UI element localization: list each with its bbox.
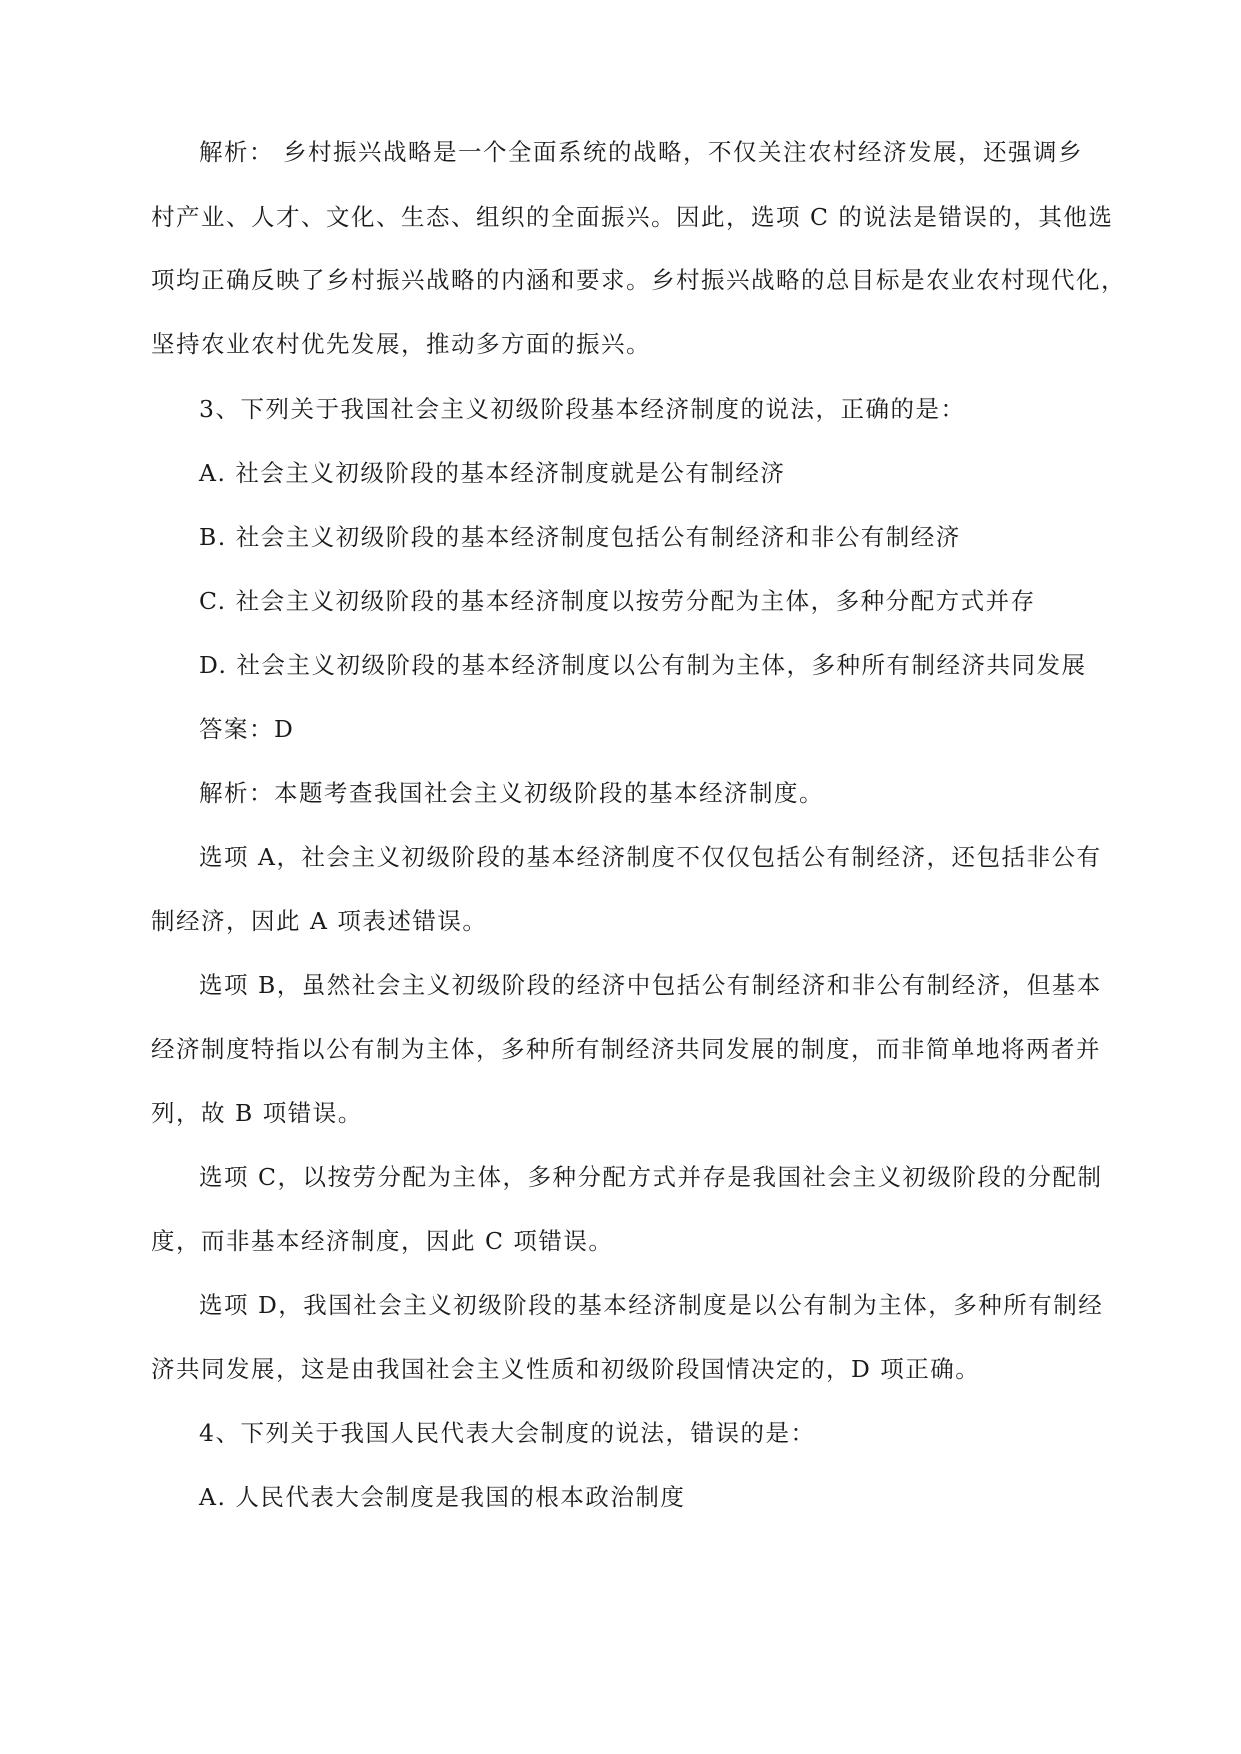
option-c-explanation-line: 选项 C，以按劳分配为主体，多种分配方式并存是我国社会主义初级阶段的分配制 (199, 1163, 1103, 1191)
analysis-paragraph-line: 解析： 乡村振兴战略是一个全面系统的战略，不仅关注农村经济发展，还强调乡 (199, 138, 1083, 166)
question-3-stem: 3、下列关于我国社会主义初级阶段基本经济制度的说法，正确的是： (199, 395, 966, 423)
option-c-explanation-line: 度，而非基本经济制度，因此 C 项错误。 (151, 1227, 614, 1255)
analysis-paragraph-line: 项均正确反映了乡村振兴战略的内涵和要求。乡村振兴战略的总目标是农业农村现代化， (151, 266, 1126, 294)
option-d-explanation-line: 选项 D，我国社会主义初级阶段的基本经济制度是以公有制为主体，多种所有制经 (199, 1291, 1104, 1319)
analysis-paragraph-line: 村产业、人才、文化、生态、组织的全面振兴。因此，选项 C 的说法是错误的，其他选 (151, 203, 1114, 231)
question-3-option-d: D. 社会主义初级阶段的基本经济制度以公有制为主体，多种所有制经济共同发展 (199, 651, 1087, 679)
question-3-option-c: C. 社会主义初级阶段的基本经济制度以按劳分配为主体，多种分配方式并存 (199, 587, 1036, 615)
question-3-option-b: B. 社会主义初级阶段的基本经济制度包括公有制经济和非公有制经济 (199, 523, 961, 551)
option-d-explanation-line: 济共同发展，这是由我国社会主义性质和初级阶段国情决定的，D 项正确。 (151, 1355, 981, 1383)
analysis-paragraph-line: 坚持农业农村优先发展，推动多方面的振兴。 (151, 330, 651, 358)
question-3-option-a: A. 社会主义初级阶段的基本经济制度就是公有制经济 (199, 459, 786, 487)
option-a-explanation-line: 制经济，因此 A 项表述错误。 (151, 907, 488, 935)
option-b-explanation-line: 列，故 B 项错误。 (151, 1099, 363, 1127)
option-a-explanation-line: 选项 A，社会主义初级阶段的基本经济制度不仅仅包括公有制经济，还包括非公有 (199, 843, 1102, 871)
question-4-option-a: A. 人民代表大会制度是我国的根本政治制度 (199, 1483, 686, 1511)
option-b-explanation-line: 选项 B，虽然社会主义初级阶段的经济中包括公有制经济和非公有制经济，但基本 (199, 971, 1102, 999)
question-4-stem: 4、下列关于我国人民代表大会制度的说法，错误的是： (199, 1419, 816, 1447)
option-b-explanation-line: 经济制度特指以公有制为主体，多种所有制经济共同发展的制度，而非简单地将两者并 (151, 1035, 1101, 1063)
question-3-answer: 答案：D (199, 715, 295, 743)
question-3-analysis-intro: 解析：本题考查我国社会主义初级阶段的基本经济制度。 (199, 779, 824, 807)
